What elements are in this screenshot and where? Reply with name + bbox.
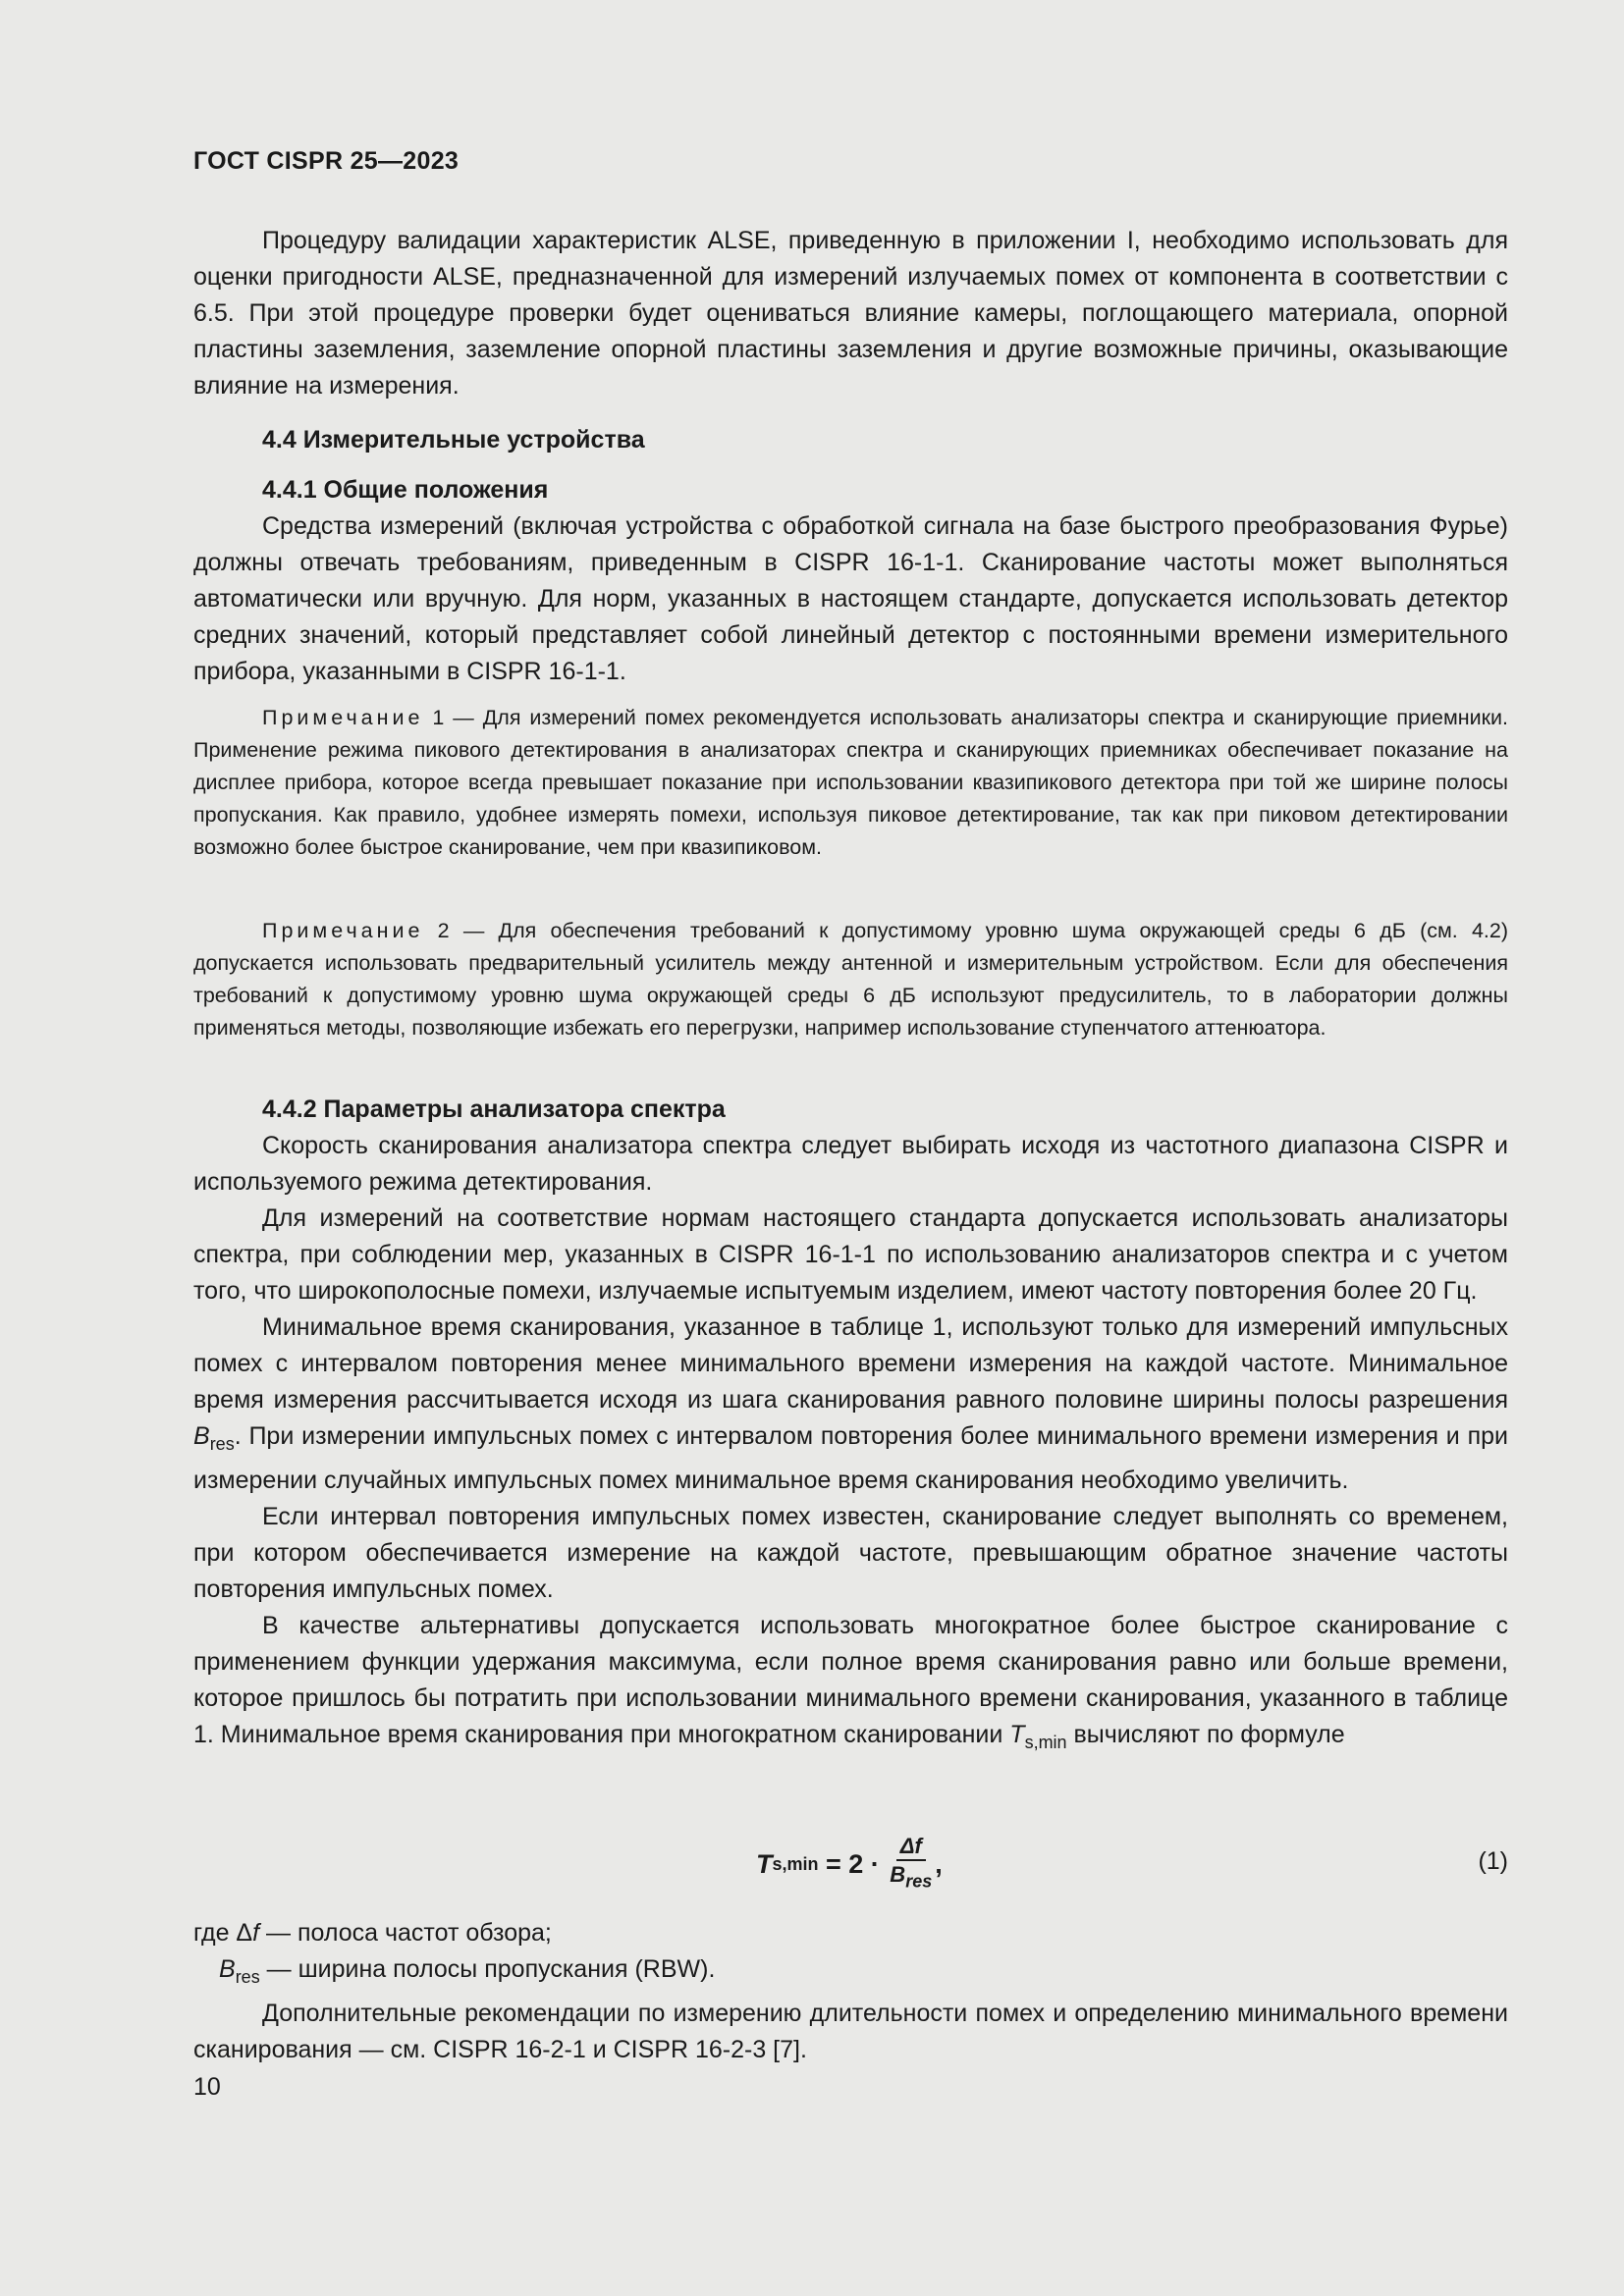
note-2-text: 2 — Для обеспечения требований к допустимому уровню шума окружающей среды 6 дБ (см. 4.2) допускается использовать предварительный усилитель между антенной и измерительным устройством. Если для обеспечения требований к допустимому уровню шума окружающей среды 6 дБ используют предусилитель, то в лаборатории должны применяться методы, позволяющие избежать его перегрузки, например использование ступенчатого аттенюатора.: [193, 919, 1508, 1040]
p5-subscript: s,min: [1024, 1733, 1067, 1752]
p3-text-a: Минимальное время сканирования, указанное в таблице 1, используют только для измерений импульсных помех с интервалом повторения менее минимального времени измерения на каждой частоте. Минимальное время измерения рассчитывается исходя из шага сканирования равного половине ширины полосы разрешения: [193, 1313, 1508, 1414]
def-text-b: — полоса частот обзора;: [259, 1919, 552, 1947]
formula-denominator: [890, 1861, 932, 1895]
def-text-a: где Δ: [193, 1919, 253, 1947]
page-number: 10: [193, 2073, 221, 2101]
formula-den-sub: res: [905, 1871, 933, 1892]
intro-paragraph: Процедуру валидации характеристик ALSE, приведенную в приложении I, необходимо использовать для оценки пригодности ALSE, предназначенной для измерений излучаемых помех от компонента в соответствии с 6.5. При этой процедуре проверки будет оцениваться влияние камеры, поглощающего материала, опорной пластины заземления, заземление опорной пластины заземления и другие возможные причины, оказывающие влияние на измерения.: [193, 227, 1508, 400]
equation-number: (1): [1478, 1847, 1508, 1875]
note-1-block: [193, 702, 1508, 864]
paragraph-additional-recommendations: Дополнительные рекомендации по измерению длительности помех и определению минимального времени сканирования — см. CISPR 16-2-1 и CISPR 16-2-3 [7].: [193, 2000, 1508, 2063]
intro-paragraph-block: [193, 223, 1508, 404]
bres-text: — ширина полосы пропускания (RBW).: [259, 1955, 716, 1983]
note-2-label: Примечание: [262, 919, 424, 942]
formula-equals: = 2 ·: [818, 1848, 888, 1879]
formula-fraction: [890, 1834, 932, 1895]
formula-lhs-sub: s,min: [772, 1853, 819, 1874]
note-2: [193, 915, 1508, 1044]
section-heading-4-4-2: 4.4.2 Параметры анализатора спектра: [262, 1095, 726, 1123]
section-4-4-1-block: [193, 472, 1508, 690]
bres-subscript: res: [235, 1967, 260, 1987]
def-variable: f: [252, 1919, 260, 1947]
paragraph-spectrum-analyzers: Для измерений на соответствие нормам настоящего стандарта допускается использовать анализаторы спектра, при соблюдении мер, указанных в CISPR 16-1-1 по использованию анализаторов спектра и с учетом того, что широкополосные помехи, излучаемые испытуемым изделием, имеют частоту повторения более 20 Гц.: [193, 1204, 1508, 1305]
section-heading-4-4: 4.4 Измерительные устройства: [262, 426, 645, 454]
paragraph-scan-speed: Скорость сканирования анализатора спектра следует выбирать исходя из частотного диапазона CISPR и используемого режима детектирования.: [193, 1132, 1508, 1196]
formula-tail: ,: [935, 1848, 943, 1879]
definitions-block: [193, 1915, 1508, 2068]
p5-text-b: вычисляют по формуле: [1066, 1721, 1345, 1748]
formula-lhs-var: T: [756, 1848, 773, 1879]
section-4-4-2-block: [193, 1092, 1508, 1761]
note-1: [193, 702, 1508, 864]
p3-variable: B: [193, 1422, 210, 1450]
bres-variable: B: [219, 1955, 236, 1983]
section-4-4-block: [193, 422, 1508, 458]
note-2-block: [193, 915, 1508, 1044]
paragraph-4-4-1: Средства измерений (включая устройства с обработкой сигнала на базе быстрого преобразования Фурье) должны отвечать требованиям, приведенным в CISPR 16-1-1. Сканирование частоты может выполняться автоматически или вручную. Для норм, указанных в настоящем стандарте, допускается использовать детектор средних значений, который представляет собой линейный детектор с постоянными времени измерительного прибора, указанными в CISPR 16-1-1.: [193, 512, 1508, 685]
p3-subscript: res: [209, 1434, 235, 1454]
p5-variable: T: [1009, 1721, 1025, 1748]
paragraph-max-hold: [193, 1608, 1508, 1761]
formula-row: [193, 1830, 1508, 1898]
note-1-label: Примечание: [262, 706, 424, 729]
formula: [756, 1830, 943, 1898]
note-1-text: 1 — Для измерений помех рекомендуется использовать анализаторы спектра и сканирующие приемники. Применение режима пикового детектирования в анализаторах спектра и сканирующих приемниках обеспечивает показание на дисплее прибора, которое всегда превышает показание при использовании квазипикового детектора при той же ширине полосы пропускания. Как правило, удобнее измерять помехи, используя пиковое детектирование, так как при пиковом детектировании возможно более быстрое сканирование, чем при квазипиковом.: [193, 706, 1508, 859]
formula-den-var: B: [890, 1861, 906, 1887]
definition-bres: [193, 1951, 1508, 1996]
p5-text-a: В качестве альтернативы допускается использовать многократное более быстрое сканирование с применением функции удержания максимума, если полное время сканирования равно или больше времени, которое пришлось бы потратить при использовании минимального времени сканирования, указанного в таблице 1. Минимальное время сканирования при многократном сканировании: [193, 1612, 1508, 1748]
paragraph-repetition-interval: Если интервал повторения импульсных помех известен, сканирование следует выполнять со временем, при котором обеспечивается измерение на каждой частоте, превышающим обратное значение частоты повторения импульсных помех.: [193, 1503, 1508, 1603]
formula-numerator: Δf: [896, 1834, 926, 1861]
document-header: ГОСТ CISPR 25—2023: [193, 147, 460, 175]
paragraph-min-scan-time: [193, 1309, 1508, 1499]
definition-delta-f: [193, 1915, 1508, 1951]
section-heading-4-4-1: 4.4.1 Общие положения: [262, 476, 549, 504]
p3-text-b: . При измерении импульсных помех с интервалом повторения более минимального времени измерения и при измерении случайных импульсных помех минимальное время сканирования необходимо увеличить.: [193, 1422, 1508, 1494]
